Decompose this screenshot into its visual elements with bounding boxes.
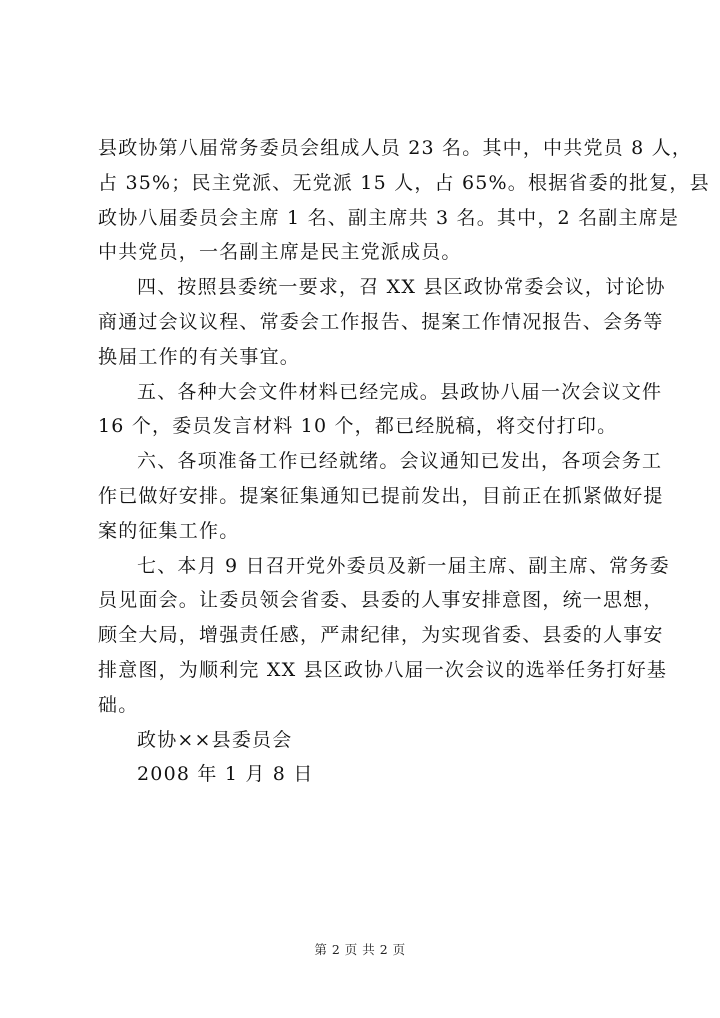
text-line-2: 占 35%；民主党派、无党派 15 人，占 65%。根据省委的批复，县 (98, 171, 710, 194)
text-line-11: 作已做好安排。提案征集通知已提前发出，目前正在抓紧做好提 (98, 484, 664, 507)
text-line-6: 商通过会议议程、常委会工作报告、提案工作情况报告、会务等 (98, 310, 664, 333)
text-line-3: 政协八届委员会主席 1 名、副主席共 3 名。其中，2 名副主席是 (98, 206, 680, 229)
text-line-14: 员见面会。让委员领会省委、县委的人事安排意图，统一思想， (98, 589, 664, 612)
text-line-5: 四、按照县委统一要求，召 XX 县区政协常委会议，讨论协 (137, 276, 666, 299)
text-line-12: 案的征集工作。 (98, 519, 240, 542)
text-line-1: 县政协第八届常务委员会组成人员 23 名。其中，中共党员 8 人， (98, 137, 693, 159)
page-number-footer: 第 2 页 共 2 页 (314, 942, 406, 957)
text-line-10: 六、各项准备工作已经就绪。会议通知已发出，各项会务工 (137, 450, 663, 473)
text-line-4: 中共党员，一名副主席是民主党派成员。 (98, 241, 462, 264)
text-line-13: 七、本月 9 日召开党外委员及新一届主席、副主席、常务委 (137, 554, 670, 577)
text-line-8: 五、各种大会文件材料已经完成。县政协八届一次会议文件 (137, 380, 663, 403)
text-line-16: 排意图，为顺利完 XX 县区政协八届一次会议的选举任务打好基 (98, 658, 668, 681)
document-body (98, 131, 710, 792)
text-line-17: 础。 (98, 693, 139, 716)
text-line-7: 换届工作的有关事宜。 (98, 345, 301, 368)
signature-date: 2008 年 1 月 8 日 (137, 763, 314, 786)
text-line-9: 16 个，委员发言材料 10 个，都已经脱稿，将交付打印。 (98, 415, 618, 438)
text-line-15: 顾全大局，增强责任感，严肃纪律，为实现省委、县委的人事安 (98, 624, 664, 647)
signature-organization: 政协××县委员会 (137, 728, 293, 751)
